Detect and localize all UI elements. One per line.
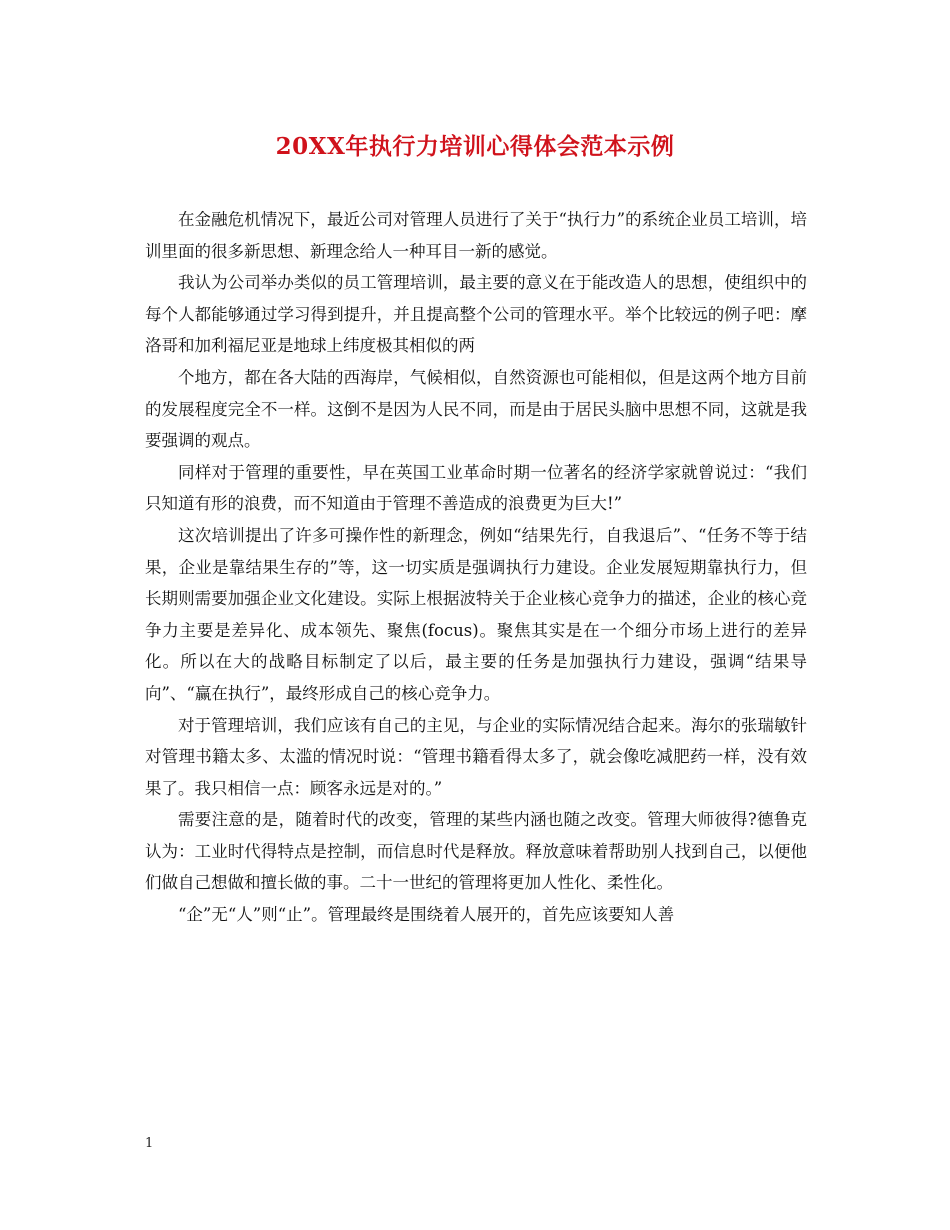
paragraph-3: 个地方，都在各大陆的西海岸，气候相似，自然资源也可能相似，但是这两个地方目前的发展程度完全不一样。这倒不是因为人民不同，而是由于居民头脑中思想不同，这就是我要强调的观点。 [145, 367, 807, 451]
paragraph-1: 在金融危机情况下，最近公司对管理人员进行了关于“执行力”的系统企业员工培训，培训里面的很多新思想、新理念给人一种耳目一新的感觉。 [145, 210, 807, 261]
document-title: 20XX年执行力培训心得体会范本示例 [275, 133, 675, 160]
page-number: 1 [145, 1136, 154, 1151]
paragraph-7: 需要注意的是，随着时代的改变，管理的某些内涵也随之改变。管理大师彼得?德鲁克认为：工业时代得特点是控制，而信息时代是释放。释放意味着帮助别人找到自己，以便他们做自己想做和擅长做的事。二十一世纪的管理将更加人性化、柔性化。 [145, 810, 807, 893]
paragraph-5: 这次培训提出了许多可操作性的新理念，例如“结果先行，自我退后”、“任务不等于结果，企业是靠结果生存的”等，这一切实质是强调执行力建设。企业发展短期靠执行力，但长期则需要加强企业文化建设。实际上根据波特关于企业核心竞争力的描述，企业的核心竞争力主要是差异化、成本领先、聚焦(focus)。聚焦其实是在一个细分市场上进行的差异化。所以在大的战略目标制定了以后，最主要的任务是加强执行力建设，强调“结果导向”、“赢在执行”，最终形成自己的核心竞争力。 [145, 525, 807, 703]
paragraph-8: “企”无“人”则“止”。管理最终是围绕着人展开的，首先应该要知人善 [178, 905, 675, 925]
document-body [145, 204, 807, 931]
paragraph-2: 我认为公司举办类似的员工管理培训，最主要的意义在于能改造人的思想，使组织中的每个人都能够通过学习得到提升，并且提高整个公司的管理水平。举个比较远的例子吧：摩洛哥和加利福尼亚是地球上纬度极其相似的两 [145, 273, 807, 356]
paragraph-6: 对于管理培训，我们应该有自己的主见，与企业的实际情况结合起来。海尔的张瑞敏针对管理书籍太多、太滥的情况时说：“管理书籍看得太多了，就会像吃减肥药一样，没有效果了。我只相信一点：顾客永远是对的。” [145, 715, 807, 798]
paragraph-4: 同样对于管理的重要性，早在英国工业革命时期一位著名的经济学家就曾说过：“我们只知道有形的浪费，而不知道由于管理不善造成的浪费更为巨大!” [145, 462, 807, 514]
